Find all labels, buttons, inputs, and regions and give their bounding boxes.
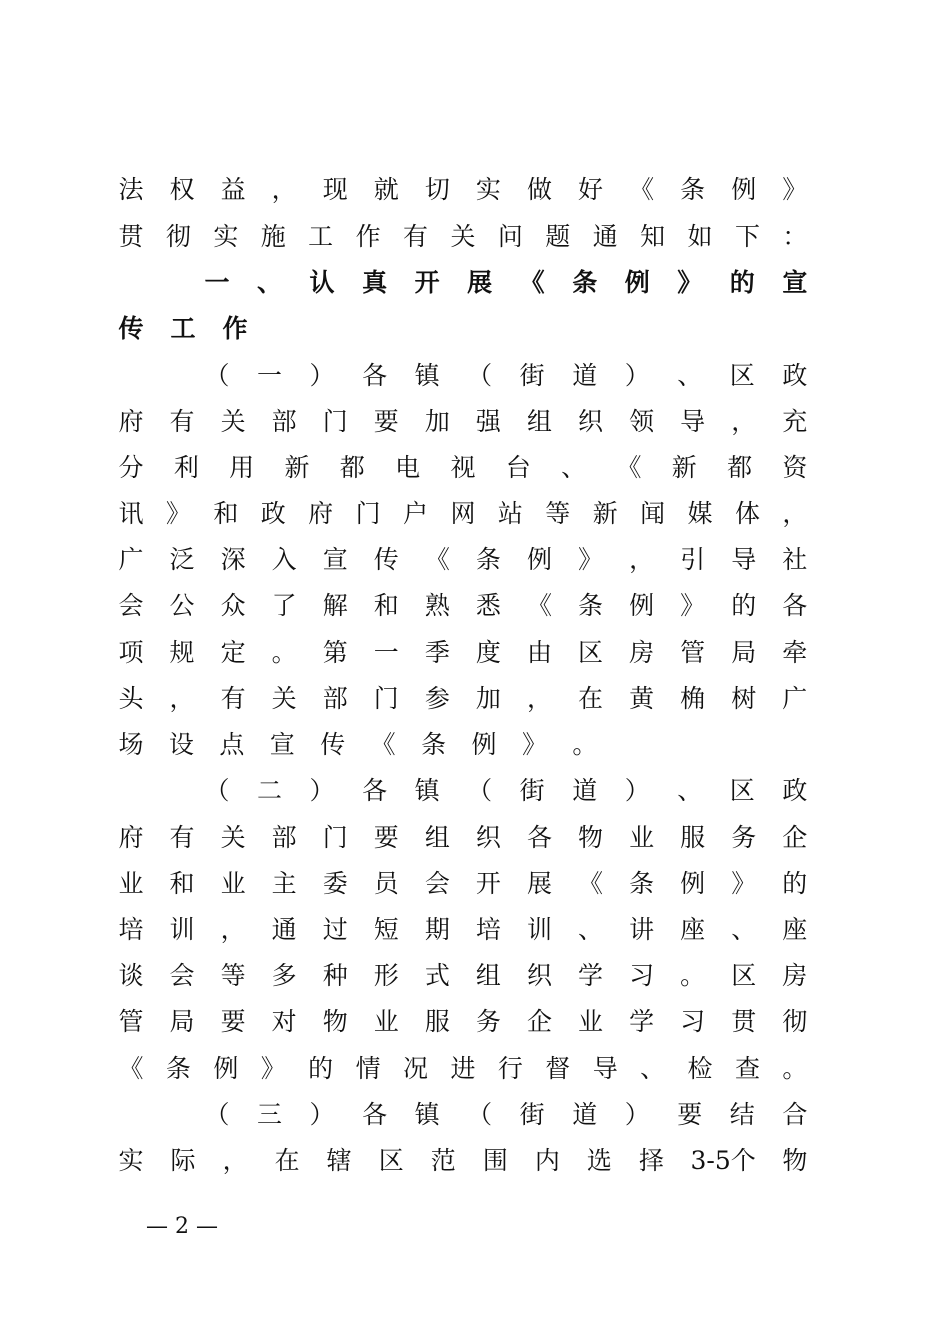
text-line: 法 权 益 ， 现 就 切 实 做 好 《 条 例 》 [118,175,808,204]
text-line: 业 和 业 主 委 员 会 开 展 《 条 例 》 的 [118,869,808,898]
text-line: （ 三 ） 各 镇 （ 街 道 ） 要 结 合 [204,1100,808,1129]
text-line: 头 ， 有 关 部 门 参 加 ， 在 黄 桷 树 广 [118,684,808,713]
text-line: 广 泛 深 入 宣 传 《 条 例 》 ， 引 导 社 [118,545,808,574]
text-line: 培 训 ， 通 过 短 期 培 训 、 讲 座 、 座 [118,915,808,944]
text-line: （ 一 ） 各 镇 （ 街 道 ） 、 区 政 [204,361,808,390]
page-number: — 2 — [146,1214,218,1239]
text-line: 场 设 点 宣 传 《 条 例 》 。 [118,730,598,759]
text-line: 分 利 用 新 都 电 视 台 、 《 新 都 资 [118,453,808,482]
section-heading: 传 工 作 [118,314,248,343]
text-line: 贯 彻 实 施 工 作 有 关 问 题 通 知 如 下 ： [118,222,808,251]
text-line: （ 二 ） 各 镇 （ 街 道 ） 、 区 政 [204,776,808,805]
text-line: 府 有 关 部 门 要 组 织 各 物 业 服 务 企 [118,823,808,852]
text-line: 会 公 众 了 解 和 熟 悉 《 条 例 》 的 各 [118,591,808,620]
text-line: 项 规 定 。 第 一 季 度 由 区 房 管 局 牵 [118,638,808,667]
text-line: 实 际 ， 在 辖 区 范 围 内 选 择 3-5个 物 [118,1146,808,1175]
text-line: 谈 会 等 多 种 形 式 组 织 学 习 。 区 房 [118,961,808,990]
section-heading: 一 、 认 真 开 展 《 条 例 》 的 宣 [204,268,808,297]
text-line: 讯 》 和 政 府 门 户 网 站 等 新 闻 媒 体 ， [118,499,808,528]
text-line: 管 局 要 对 物 业 服 务 企 业 学 习 贯 彻 [118,1007,808,1036]
text-line: 《 条 例 》 的 情 况 进 行 督 导 、 检 查 。 [118,1054,808,1083]
text-line: 府 有 关 部 门 要 加 强 组 织 领 导 ， 充 [118,407,808,436]
